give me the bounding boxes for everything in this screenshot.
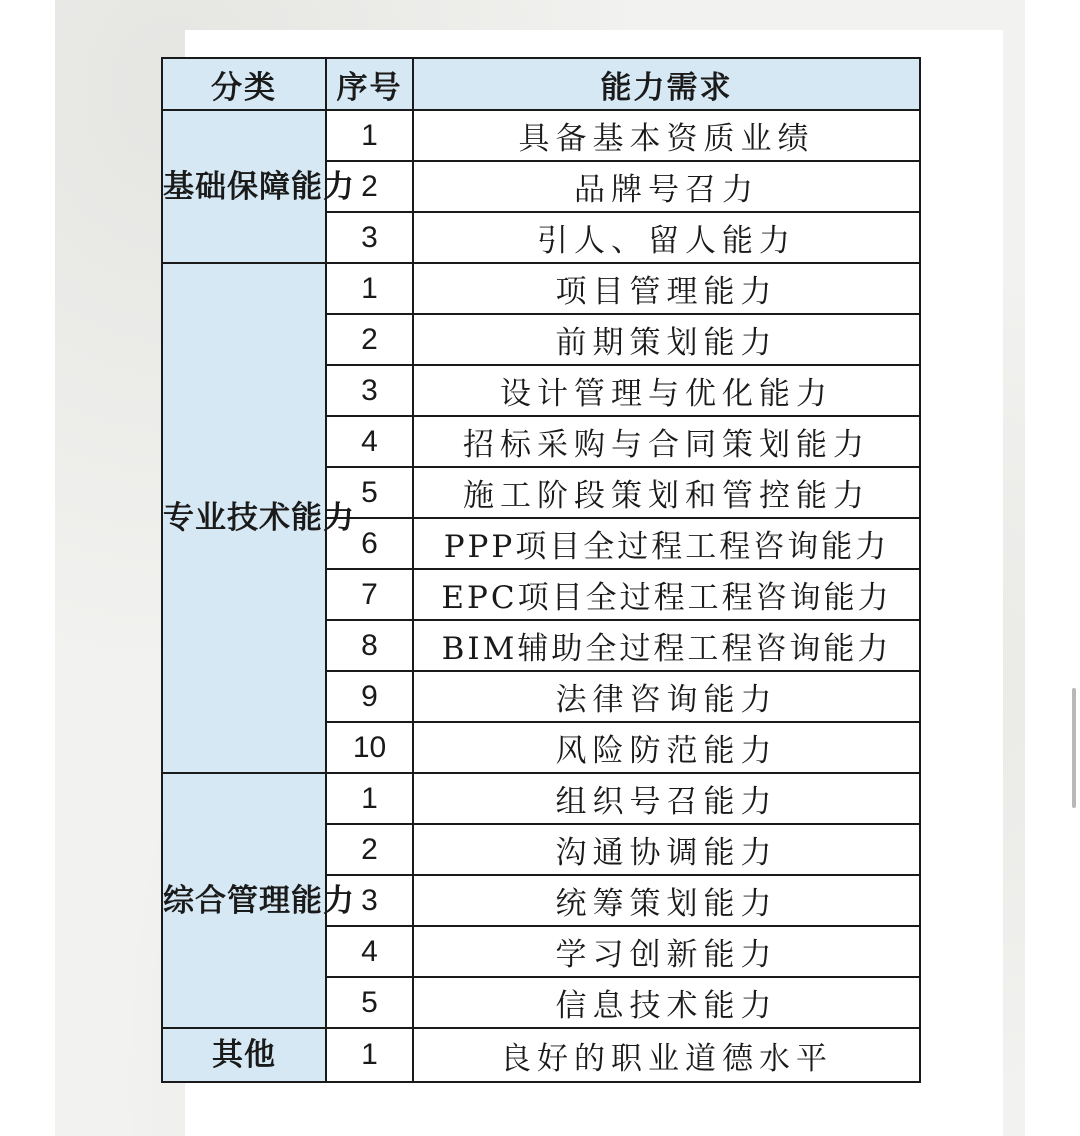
seq-cell: 2 bbox=[326, 314, 413, 365]
seq-cell: 2 bbox=[326, 824, 413, 875]
seq-cell: 10 bbox=[326, 722, 413, 773]
seq-cell: 1 bbox=[326, 110, 413, 161]
requirement-cell: 前期策划能力 bbox=[413, 314, 920, 365]
seq-cell: 3 bbox=[326, 365, 413, 416]
requirement-cell: 具备基本资质业绩 bbox=[413, 110, 920, 161]
requirement-cell: 引人、留人能力 bbox=[413, 212, 920, 263]
requirement-cell: 施工阶段策划和管控能力 bbox=[413, 467, 920, 518]
requirement-cell: 组织号召能力 bbox=[413, 773, 920, 824]
ability-requirements-table bbox=[161, 57, 921, 1083]
requirement-cell: 良好的职业道德水平 bbox=[413, 1028, 920, 1082]
seq-cell: 7 bbox=[326, 569, 413, 620]
seq-cell: 4 bbox=[326, 926, 413, 977]
table-row bbox=[162, 110, 920, 161]
seq-cell: 3 bbox=[326, 875, 413, 926]
category-cell: 专业技术能力 bbox=[162, 263, 326, 773]
requirement-cell: PPP项目全过程工程咨询能力 bbox=[413, 518, 920, 569]
table-row bbox=[162, 773, 920, 824]
scrollbar[interactable] bbox=[1072, 688, 1076, 808]
requirement-cell: 信息技术能力 bbox=[413, 977, 920, 1028]
seq-cell: 3 bbox=[326, 212, 413, 263]
requirement-cell: 风险防范能力 bbox=[413, 722, 920, 773]
header-requirement: 能力需求 bbox=[413, 58, 920, 110]
seq-cell: 2 bbox=[326, 161, 413, 212]
requirement-cell: 学习创新能力 bbox=[413, 926, 920, 977]
seq-cell: 5 bbox=[326, 977, 413, 1028]
seq-cell: 9 bbox=[326, 671, 413, 722]
category-cell: 综合管理能力 bbox=[162, 773, 326, 1028]
seq-cell: 6 bbox=[326, 518, 413, 569]
requirement-cell: EPC项目全过程工程咨询能力 bbox=[413, 569, 920, 620]
table-row bbox=[162, 263, 920, 314]
requirement-cell: 品牌号召力 bbox=[413, 161, 920, 212]
seq-cell: 1 bbox=[326, 263, 413, 314]
seq-cell: 1 bbox=[326, 1028, 413, 1082]
seq-cell: 8 bbox=[326, 620, 413, 671]
table-row bbox=[162, 1028, 920, 1082]
header-seq: 序号 bbox=[326, 58, 413, 110]
category-cell: 基础保障能力 bbox=[162, 110, 326, 263]
table-body bbox=[162, 110, 920, 1082]
table-header-row bbox=[162, 58, 920, 110]
requirement-cell: 设计管理与优化能力 bbox=[413, 365, 920, 416]
seq-cell: 4 bbox=[326, 416, 413, 467]
requirement-cell: 法律咨询能力 bbox=[413, 671, 920, 722]
requirement-cell: 统筹策划能力 bbox=[413, 875, 920, 926]
category-cell: 其他 bbox=[162, 1028, 326, 1082]
seq-cell: 1 bbox=[326, 773, 413, 824]
requirement-cell: BIM辅助全过程工程咨询能力 bbox=[413, 620, 920, 671]
requirement-cell: 招标采购与合同策划能力 bbox=[413, 416, 920, 467]
seq-cell: 5 bbox=[326, 467, 413, 518]
header-category: 分类 bbox=[162, 58, 326, 110]
requirement-cell: 项目管理能力 bbox=[413, 263, 920, 314]
requirement-cell: 沟通协调能力 bbox=[413, 824, 920, 875]
